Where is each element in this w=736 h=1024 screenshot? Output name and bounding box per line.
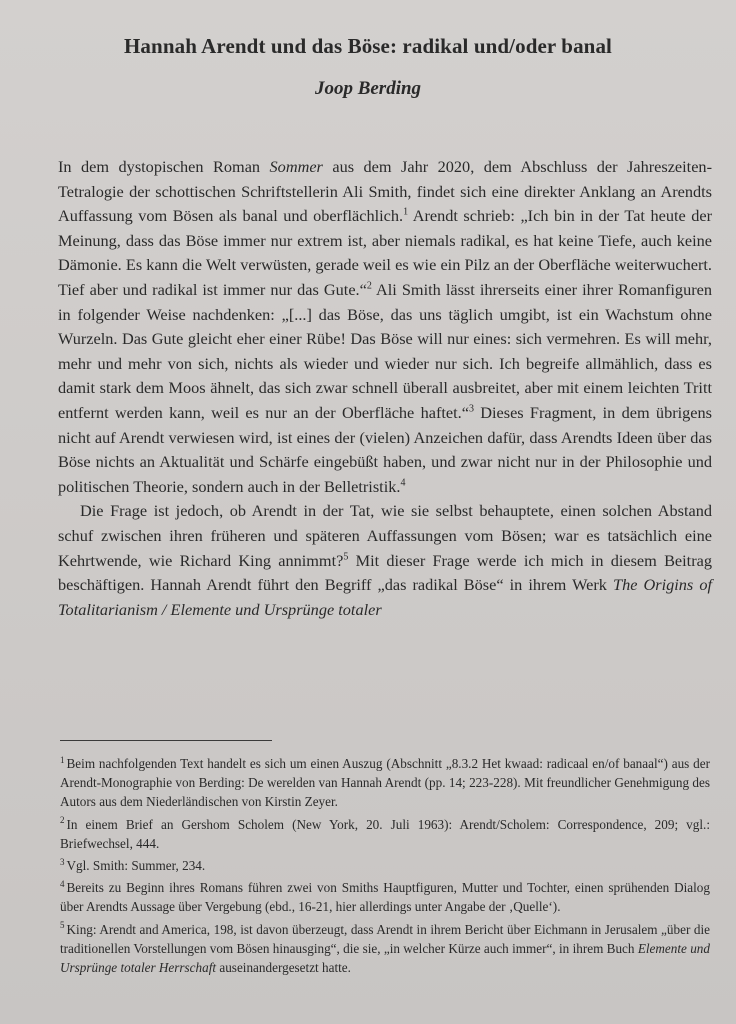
footnote-5: [60, 920, 710, 978]
footnote-ref-4[interactable]: 4: [400, 477, 406, 489]
footnote-number: 4: [60, 878, 65, 889]
footnote-text: In einem Brief an Gershom Scholem (New York, 20. Juli 1963): Arendt/Scholem: Correspondence, 209; vgl.: Briefwechsel, 444.: [60, 816, 710, 851]
footnote-text: Vgl. Smith: Summer, 234.: [66, 858, 206, 874]
footnote-text: Bereits zu Beginn ihres Romans führen zwei von Smiths Hauptfiguren, Mutter und Tochter, einen sprühenden Dialog über Arendts Aussage über Vergebung (ebd., 16-21, hier allerdings unter Angabe der ‚Quelle‘).: [60, 880, 710, 915]
novel-title-sommer: Sommer: [269, 157, 323, 176]
paragraph-2-part-1: Die Frage ist jedoch, ob Arendt in der Tat, wie sie selbst behauptete, einen solchen Abstand schuf zwischen ihren früheren und späteren Auffassungen vom Bösen; war es tatsächlich eine Kehrtwende, wie Richard King annimmt?: [58, 501, 712, 570]
chapter-title: Hannah Arendt und das Böse: radikal und/oder banal: [124, 34, 612, 58]
main-text: [58, 155, 712, 622]
footnote-ref-1[interactable]: 1: [403, 206, 409, 218]
footnote-text-part-2: auseinandergesetzt hatte.: [216, 960, 351, 976]
footnote-ref-5[interactable]: 5: [343, 551, 349, 563]
paragraph-1-part-2: aus dem Jahr 2020, dem Abschluss der Jahreszeiten-Tetralogie der schottischen Schriftstellerin Ali Smith, findet sich eine direkter Anklang an Arendts Auffassung vom Bösen als banal und oberflächlich.: [58, 157, 712, 226]
footnote-divider: [60, 740, 272, 741]
footnote-number: 2: [60, 815, 65, 826]
footnote-number: 3: [60, 856, 65, 867]
footnote-4: [60, 878, 710, 916]
paragraph-2-part-2: Mit dieser Frage werde ich mich in diesem Beitrag beschäftigen. Hannah Arendt führt den Begriff „das radikal Böse“ in ihrem Werk: [58, 550, 712, 595]
footnote-number: 1: [60, 754, 65, 765]
book-title-origins: The Origins of Totalitarianism / Elemente und Ursprünge totaler: [58, 575, 712, 619]
book-title-elemente: Elemente und Ursprünge totaler Herrschaft: [60, 940, 710, 976]
footnote-ref-3[interactable]: 3: [468, 403, 474, 415]
footnote-1: [60, 754, 710, 812]
footnote-text-part-1: King: Arendt and America, 198, ist davon überzeugt, dass Arendt in ihrem Bericht über Eichmann in Jerusalem „über die traditionellen Vorstellungen vom Bösen hinausging“, die sie, „in welcher Kürze auch immer“, in ihrem Buch: [60, 921, 710, 956]
paragraph-1-part-4: Ali Smith lässt ihrerseits einer ihrer Romanfiguren in folgender Weise nachdenken: „[...] das Böse, das uns täglich umgibt, ist ein Wachstum ohne Wurzeln. Das Gute gleicht eher einer Rübe! Das Böse will nur eines: sich vermehren. Es will mehr, mehr und mehr von sich, nichts als wieder und wieder nur sich. Ich begreife allmählich, dass es damit stark dem Moos ähnelt, das sich zwar schnell überall ausbreitet, aber mit einem leichten Tritt entfernt werden kann, weil es nur an der Oberfläche haftet.“: [58, 279, 712, 422]
footnote-2: [60, 815, 710, 853]
footnote-number: 5: [60, 920, 65, 931]
footnote-text: Beim nachfolgenden Text handelt es sich um einen Auszug (Abschnitt „8.3.2 Het kwaad: radicaal en/of banaal“) aus der Arendt-Monographie von Berding: De werelden van Hannah Arendt (pp. 14; 223-228). Mit freundlicher Genehmigung des Autors aus dem Niederländischen von Kirstin Zeyer.: [60, 756, 710, 810]
paragraph-1-part-1: In dem dystopischen Roman: [58, 157, 270, 176]
footnote-3: [60, 856, 710, 875]
paragraph-1-part-5: Dieses Fragment, in dem übrigens nicht auf Arendt verwiesen wird, ist eines der (vielen) Anzeichen dafür, dass Arendts Ideen über das Böse nichts an Aktualität und Schärfe eingebüßt haben, und zwar nicht nur in der Philosophie und politischen Theorie, sondern auch in der Belletristik.: [58, 402, 712, 496]
paragraph-1-part-3: Arendt schrieb: „Ich bin in der Tat heute der Meinung, dass das Böse immer nur extrem ist, aber niemals radikal, es hat keine Tiefe, auch keine Dämonie. Es kann die Welt verwüsten, gerade weil es wie ein Pilz an der Oberfläche weiterwuchert. Tief aber und radikal ist immer nur das Gute.“: [58, 206, 712, 299]
footnotes: [60, 754, 710, 980]
footnote-ref-2[interactable]: 2: [366, 280, 372, 292]
author-name: Joop Berding: [314, 78, 422, 99]
paragraph-2: [58, 499, 712, 622]
paragraph-1: [58, 155, 712, 499]
